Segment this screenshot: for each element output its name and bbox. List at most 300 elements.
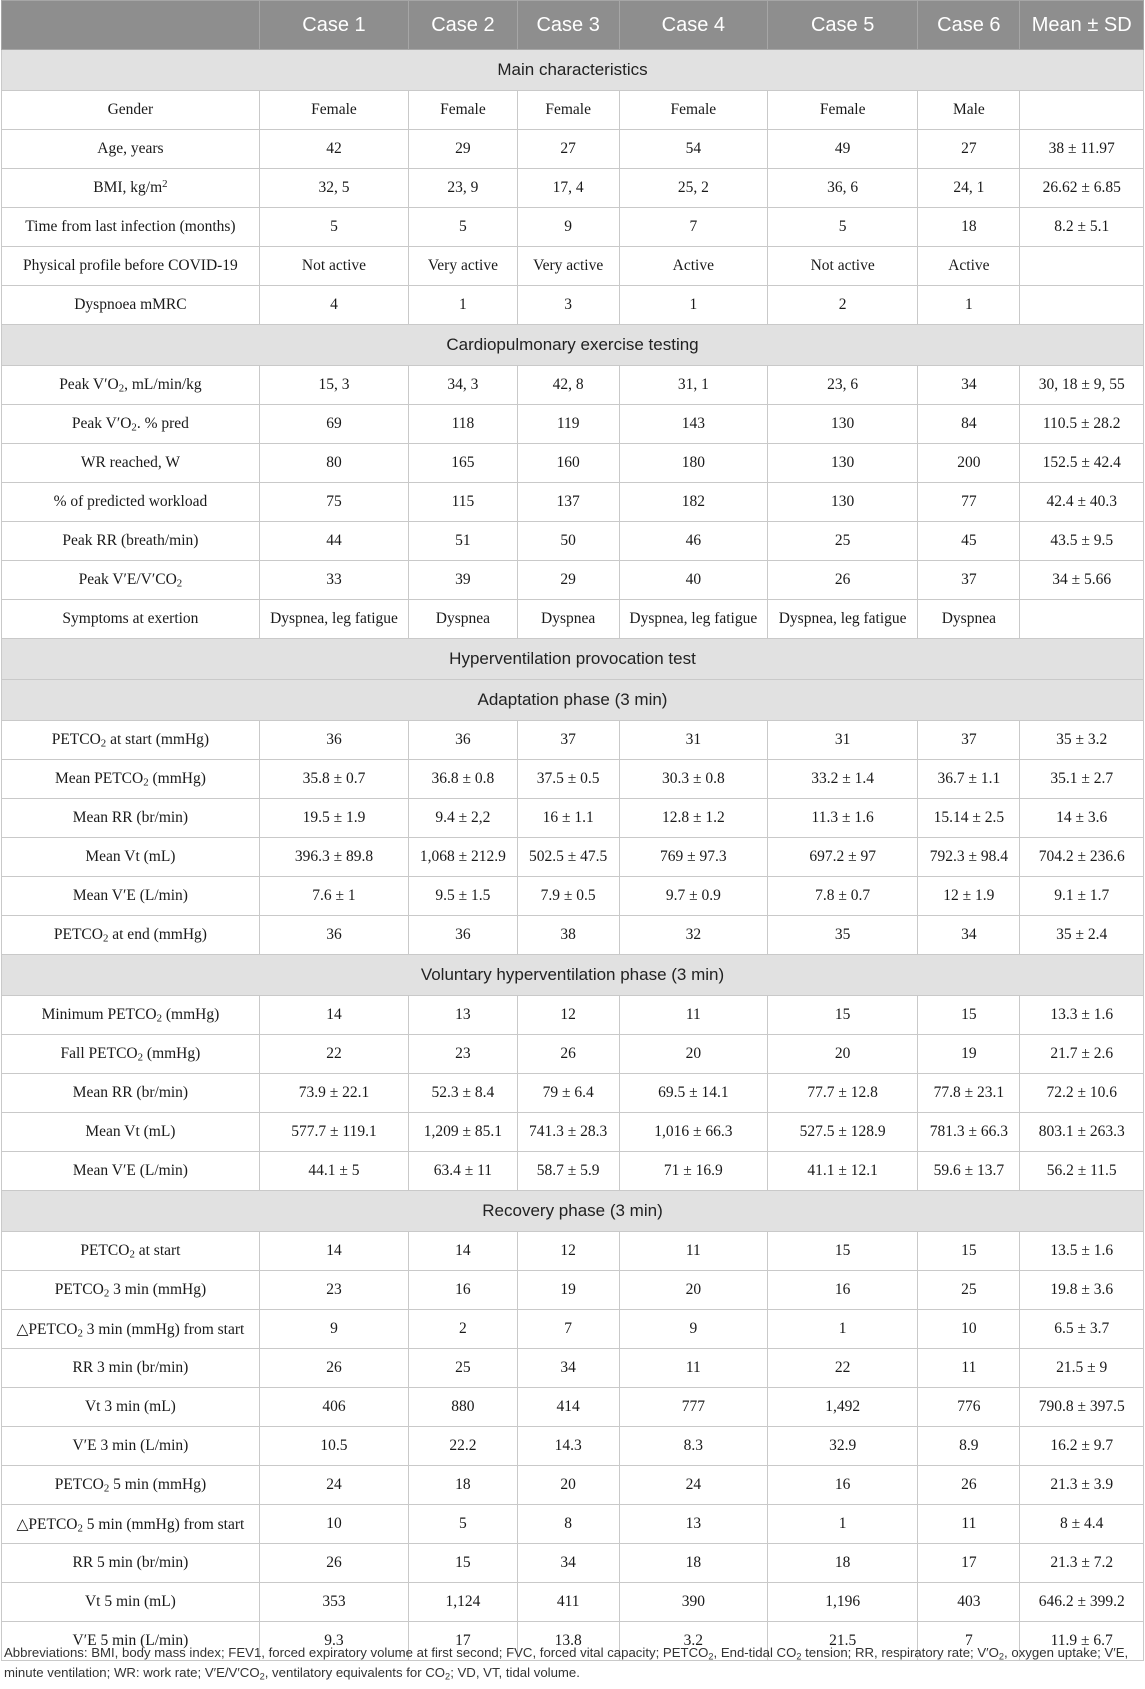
row-label: $PETCO_2$ at end (mmHg) [2,916,260,955]
table-row [2,1427,1144,1466]
table-cell: 31 [619,721,767,760]
table-cell: 15 [767,1232,917,1271]
table-cell: 130 [767,483,917,522]
table-cell: 3 [517,286,619,325]
table-row [2,1074,1144,1113]
table-cell: 19.8 ± 3.6 [1020,1271,1144,1310]
row-label: WR reached, W [2,444,260,483]
table-cell: 8 ± 4.4 [1020,1505,1144,1544]
table-cell: 11 [619,1232,767,1271]
column-header-mean-sd: Mean ± SD [1020,1,1144,50]
table-cell: 2 [409,1310,518,1349]
table-cell: 25 [767,522,917,561]
table-cell: 160 [517,444,619,483]
table-row [2,1271,1144,1310]
table-cell: 33.2 ± 1.4 [767,760,917,799]
table-row [2,130,1144,169]
table-cell: 58.7 ± 5.9 [517,1152,619,1191]
table-cell: 32.9 [767,1427,917,1466]
table-cell: 17 [409,1622,518,1661]
table-cell: 115 [409,483,518,522]
table-cell: Active [619,247,767,286]
table-cell: 26 [767,561,917,600]
table-cell: 880 [409,1388,518,1427]
table-row [2,600,1144,639]
table-cell: 31 [767,721,917,760]
table-cell: 26 [259,1544,408,1583]
table-cell [1020,286,1144,325]
table-cell: 130 [767,405,917,444]
table-cell: 42 [259,130,408,169]
table-cell: 769 ± 97.3 [619,838,767,877]
table-cell: 11 [918,1505,1020,1544]
table-row [2,522,1144,561]
table-cell: 26 [918,1466,1020,1505]
table-cell: Female [619,91,767,130]
row-label: Mean V′E (L/min) [2,1152,260,1191]
row-label: V′E 3 min (L/min) [2,1427,260,1466]
table-cell: Female [259,91,408,130]
table-cell: 776 [918,1388,1020,1427]
table-row [2,1505,1144,1544]
table-cell: 9.7 ± 0.9 [619,877,767,916]
table-cell: 12 [517,1232,619,1271]
table-cell: 18 [767,1544,917,1583]
row-label: Gender [2,91,260,130]
row-label: RR 3 min (br/min) [2,1349,260,1388]
row-label: Symptoms at exertion [2,600,260,639]
table-cell: 77.8 ± 23.1 [918,1074,1020,1113]
table-cell: 23, 9 [409,169,518,208]
table-cell: 1,016 ± 66.3 [619,1113,767,1152]
results-table [1,0,1144,1661]
table-cell: 13.5 ± 1.6 [1020,1232,1144,1271]
table-cell: 36, 6 [767,169,917,208]
table-cell: 69.5 ± 14.1 [619,1074,767,1113]
table-cell: 165 [409,444,518,483]
table-cell: 19 [517,1271,619,1310]
table-cell: 1 [619,286,767,325]
table-cell: 63.4 ± 11 [409,1152,518,1191]
section-title: Recovery phase (3 min) [2,1191,1144,1232]
row-label: Mean V′E (L/min) [2,877,260,916]
column-header-case-5: Case 5 [767,1,917,50]
table-cell [1020,600,1144,639]
table-cell: 16 [767,1271,917,1310]
row-label: Peak $V'O_2$. % pred [2,405,260,444]
table-cell: 77.7 ± 12.8 [767,1074,917,1113]
table-cell: 22 [767,1349,917,1388]
table-cell: 14 [259,996,408,1035]
row-label: Mean RR (br/min) [2,799,260,838]
table-cell: 781.3 ± 66.3 [918,1113,1020,1152]
table-cell: Dyspnea, leg fatigue [767,600,917,639]
table-cell: 59.6 ± 13.7 [918,1152,1020,1191]
table-cell: 11 [619,996,767,1035]
table-cell: 6.5 ± 3.7 [1020,1310,1144,1349]
table-row [2,1583,1144,1622]
table-cell: 9.1 ± 1.7 [1020,877,1144,916]
table-cell: 7 [918,1622,1020,1661]
table-cell: 20 [619,1271,767,1310]
table-row [2,91,1144,130]
table-cell: 741.3 ± 28.3 [517,1113,619,1152]
table-cell: 80 [259,444,408,483]
table-cell: 152.5 ± 42.4 [1020,444,1144,483]
table-cell: 527.5 ± 128.9 [767,1113,917,1152]
table-cell: 14.3 [517,1427,619,1466]
table-cell: 52.3 ± 8.4 [409,1074,518,1113]
table-cell: Dyspnea [918,600,1020,639]
table-cell: 22 [259,1035,408,1074]
table-cell: 26 [259,1349,408,1388]
table-cell: 1,068 ± 212.9 [409,838,518,877]
table-cell: 1,196 [767,1583,917,1622]
row-label: Time from last infection (months) [2,208,260,247]
table-cell: Dyspnea, leg fatigue [259,600,408,639]
table-cell: 180 [619,444,767,483]
section-title: Main characteristics [2,50,1144,91]
table-cell: 31, 1 [619,366,767,405]
table-cell: 143 [619,405,767,444]
table-cell: 51 [409,522,518,561]
column-header-case-4: Case 4 [619,1,767,50]
table-cell: 37.5 ± 0.5 [517,760,619,799]
section-header-row [2,1191,1144,1232]
table-cell: 11 [918,1349,1020,1388]
row-label: $PETCO_2$ at start (mmHg) [2,721,260,760]
table-cell: 36 [259,916,408,955]
table-cell: 5 [409,1505,518,1544]
table-cell: 84 [918,405,1020,444]
table-row [2,1544,1144,1583]
row-label: Vt 3 min (mL) [2,1388,260,1427]
table-cell: Female [767,91,917,130]
table-cell: 15 [767,996,917,1035]
table-cell: 8.3 [619,1427,767,1466]
table-cell: Female [409,91,518,130]
table-cell: 7.9 ± 0.5 [517,877,619,916]
table-cell: 9 [517,208,619,247]
row-label: V′E 5 min (L/min) [2,1622,260,1661]
table-cell: 21.5 [767,1622,917,1661]
table-cell: 71 ± 16.9 [619,1152,767,1191]
table-cell: Very active [409,247,518,286]
table-cell: 25 [918,1271,1020,1310]
table-cell: 54 [619,130,767,169]
table-cell: 697.2 ± 97 [767,838,917,877]
section-header-row [2,639,1144,680]
table-cell: 42, 8 [517,366,619,405]
table-cell: Active [918,247,1020,286]
section-title: Voluntary hyperventilation phase (3 min) [2,955,1144,996]
table-row [2,1349,1144,1388]
table-cell: 23 [259,1271,408,1310]
table-cell: 50 [517,522,619,561]
table-row [2,561,1144,600]
table-cell: Not active [767,247,917,286]
abbreviations-footnote: Abbreviations: BMI, body mass index; FEV1, forced expiratory volume at first second; FVC, forced vital capacity; $PETCO_2$, End-tidal $CO_2$ tension; RR, respiratory rate; $V'O_2$, oxygen uptake; V′E, minute ventilation; WR: work rate; $V'E/V'CO_2$, ventilatory equivalents for $CO_2$; VD, VT, tidal volume. [4,1645,1129,1682]
table-cell: 16 ± 1.1 [517,799,619,838]
table-row [2,1035,1144,1074]
section-header-row [2,680,1144,721]
row-label: $PETCO_2$ 5 min (mmHg) [2,1466,260,1505]
table-cell: 792.3 ± 98.4 [918,838,1020,877]
table-cell: 23 [409,1035,518,1074]
table-cell: 200 [918,444,1020,483]
row-label: Peak $V'O_2$, mL/min/kg [2,366,260,405]
table-cell: 12 [517,996,619,1035]
table-cell: 8.2 ± 5.1 [1020,208,1144,247]
table-cell: 18 [409,1466,518,1505]
table-cell: 20 [767,1035,917,1074]
table-row [2,483,1144,522]
table-cell: 414 [517,1388,619,1427]
table-cell: 27 [517,130,619,169]
table-cell: 790.8 ± 397.5 [1020,1388,1144,1427]
row-label: $\triangle PETCO_2$ 3 min (mmHg) from start [2,1310,260,1349]
table-cell: 1,124 [409,1583,518,1622]
table-cell: 69 [259,405,408,444]
table-row [2,996,1144,1035]
table-cell: 49 [767,130,917,169]
table-cell: 44.1 ± 5 [259,1152,408,1191]
table-row [2,1310,1144,1349]
table-cell: 34 [517,1349,619,1388]
table-cell: 12 ± 1.9 [918,877,1020,916]
table-cell: 35 ± 2.4 [1020,916,1144,955]
table-cell: 11.9 ± 6.7 [1020,1622,1144,1661]
table-cell: 19 [918,1035,1020,1074]
table-cell: 9.4 ± 2,2 [409,799,518,838]
table-cell: 15, 3 [259,366,408,405]
table-cell: Male [918,91,1020,130]
table-row [2,1232,1144,1271]
table-cell: 21.5 ± 9 [1020,1349,1144,1388]
table-cell: 37 [517,721,619,760]
table-cell: 36 [409,721,518,760]
table-cell: 18 [918,208,1020,247]
table-cell: 21.3 ± 7.2 [1020,1544,1144,1583]
table-cell: 72.2 ± 10.6 [1020,1074,1144,1113]
table-row [2,208,1144,247]
table-cell: 29 [409,130,518,169]
table-cell: 15 [918,1232,1020,1271]
table-cell: 7.8 ± 0.7 [767,877,917,916]
table-cell: 5 [409,208,518,247]
table-header [2,1,1144,50]
table-cell: 34, 3 [409,366,518,405]
table-cell: 396.3 ± 89.8 [259,838,408,877]
table-row [2,1152,1144,1191]
table-cell: 1 [918,286,1020,325]
table-cell: 502.5 ± 47.5 [517,838,619,877]
table-cell: 4 [259,286,408,325]
table-cell: 9 [619,1310,767,1349]
table-cell: 411 [517,1583,619,1622]
table-cell: 3.2 [619,1622,767,1661]
table-row [2,1113,1144,1152]
table-cell: 24 [259,1466,408,1505]
table-cell: 16 [767,1466,917,1505]
table-cell: 13 [619,1505,767,1544]
row-label: Minimum $PETCO_2$ (mmHg) [2,996,260,1035]
table-row [2,760,1144,799]
table-cell: 13.3 ± 1.6 [1020,996,1144,1035]
table-cell: 9.5 ± 1.5 [409,877,518,916]
table-cell: 20 [517,1466,619,1505]
table-cell: 79 ± 6.4 [517,1074,619,1113]
table-cell: 16.2 ± 9.7 [1020,1427,1144,1466]
row-label: Vt 5 min (mL) [2,1583,260,1622]
table-cell: Not active [259,247,408,286]
table-cell: 35.1 ± 2.7 [1020,760,1144,799]
table-cell: 35.8 ± 0.7 [259,760,408,799]
section-title: Hyperventilation provocation test [2,639,1144,680]
row-label: RR 5 min (br/min) [2,1544,260,1583]
table-cell: 7 [517,1310,619,1349]
table-cell: 182 [619,483,767,522]
table-cell: 26 [517,1035,619,1074]
table-cell: 15.14 ± 2.5 [918,799,1020,838]
table-cell: 14 [259,1232,408,1271]
table-cell: 1 [767,1310,917,1349]
header-row [2,1,1144,50]
table-row [2,721,1144,760]
table-cell: 23, 6 [767,366,917,405]
table-cell: 11 [619,1349,767,1388]
table-cell: 43.5 ± 9.5 [1020,522,1144,561]
table-cell: 9.3 [259,1622,408,1661]
table-cell: Very active [517,247,619,286]
table-cell: 803.1 ± 263.3 [1020,1113,1144,1152]
row-label: $\triangle PETCO_2$ 5 min (mmHg) from start [2,1505,260,1544]
row-label: Mean RR (br/min) [2,1074,260,1113]
row-label: % of predicted workload [2,483,260,522]
table-cell: 10.5 [259,1427,408,1466]
table-row [2,1466,1144,1505]
row-label: Peak $V'E/V'CO_2$ [2,561,260,600]
table-cell: 14 [409,1232,518,1271]
table-cell: 42.4 ± 40.3 [1020,483,1144,522]
table-cell: 20 [619,1035,767,1074]
table-cell: 21.3 ± 3.9 [1020,1466,1144,1505]
table-cell: 14 ± 3.6 [1020,799,1144,838]
row-label: Mean Vt (mL) [2,1113,260,1152]
table-cell: 5 [767,208,917,247]
table-cell: 22.2 [409,1427,518,1466]
table-cell: 1,492 [767,1388,917,1427]
table-cell: 17 [918,1544,1020,1583]
table-cell: 33 [259,561,408,600]
header-corner [2,1,260,50]
table-cell: 13 [409,996,518,1035]
column-header-case-1: Case 1 [259,1,408,50]
row-label: $PETCO_2$ at start [2,1232,260,1271]
table-row [2,247,1144,286]
row-label: Age, years [2,130,260,169]
table-cell: 13.8 [517,1622,619,1661]
table-cell: 777 [619,1388,767,1427]
table-cell [1020,247,1144,286]
table-cell: 1 [767,1505,917,1544]
table-cell: 110.5 ± 28.2 [1020,405,1144,444]
table-cell: 130 [767,444,917,483]
row-label: $PETCO_2$ 3 min (mmHg) [2,1271,260,1310]
table-row [2,366,1144,405]
table-cell: 30, 18 ± 9, 55 [1020,366,1144,405]
row-label: Fall $PETCO_2$ (mmHg) [2,1035,260,1074]
table-cell: 704.2 ± 236.6 [1020,838,1144,877]
table-cell: 36 [409,916,518,955]
table-row [2,877,1144,916]
table-cell: 37 [918,721,1020,760]
table-cell: 30.3 ± 0.8 [619,760,767,799]
table-cell: 40 [619,561,767,600]
table-cell: 2 [767,286,917,325]
table-cell: 19.5 ± 1.9 [259,799,408,838]
row-label: Mean Vt (mL) [2,838,260,877]
table-row [2,286,1144,325]
table-body [2,50,1144,1661]
table-cell: 10 [918,1310,1020,1349]
table-cell: 75 [259,483,408,522]
table-cell: 39 [409,561,518,600]
table-cell: 406 [259,1388,408,1427]
row-label: Peak RR (breath/min) [2,522,260,561]
table-cell: 77 [918,483,1020,522]
table-cell: 390 [619,1583,767,1622]
table-cell: 35 [767,916,917,955]
table-cell: 15 [918,996,1020,1035]
table-cell: 45 [918,522,1020,561]
table-cell: 36.8 ± 0.8 [409,760,518,799]
table-cell: 17, 4 [517,169,619,208]
table-cell: 36 [259,721,408,760]
table-cell: 18 [619,1544,767,1583]
table-cell: 41.1 ± 12.1 [767,1152,917,1191]
row-label: Dyspnoea mMRC [2,286,260,325]
table-cell: Dyspnea, leg fatigue [619,600,767,639]
table-cell: 137 [517,483,619,522]
table-cell: 56.2 ± 11.5 [1020,1152,1144,1191]
table-cell: 8 [517,1505,619,1544]
table-cell: 7.6 ± 1 [259,877,408,916]
table-cell: 11.3 ± 1.6 [767,799,917,838]
table-cell: 21.7 ± 2.6 [1020,1035,1144,1074]
table-cell: 403 [918,1583,1020,1622]
table-cell: 34 [918,916,1020,955]
table-cell: 44 [259,522,408,561]
table-cell: 37 [918,561,1020,600]
table-cell: 1 [409,286,518,325]
table-cell: 24, 1 [918,169,1020,208]
table-cell: 36.7 ± 1.1 [918,760,1020,799]
table-cell: Female [517,91,619,130]
table-cell: 577.7 ± 119.1 [259,1113,408,1152]
column-header-case-2: Case 2 [409,1,518,50]
section-title: Cardiopulmonary exercise testing [2,325,1144,366]
table-cell: Dyspnea [409,600,518,639]
table-cell: 353 [259,1583,408,1622]
table-row [2,1388,1144,1427]
table-cell: 9 [259,1310,408,1349]
table-cell: 12.8 ± 1.2 [619,799,767,838]
table-cell: 34 [517,1544,619,1583]
table-cell: 29 [517,561,619,600]
row-label: Mean $PETCO_2$ (mmHg) [2,760,260,799]
table-row [2,799,1144,838]
